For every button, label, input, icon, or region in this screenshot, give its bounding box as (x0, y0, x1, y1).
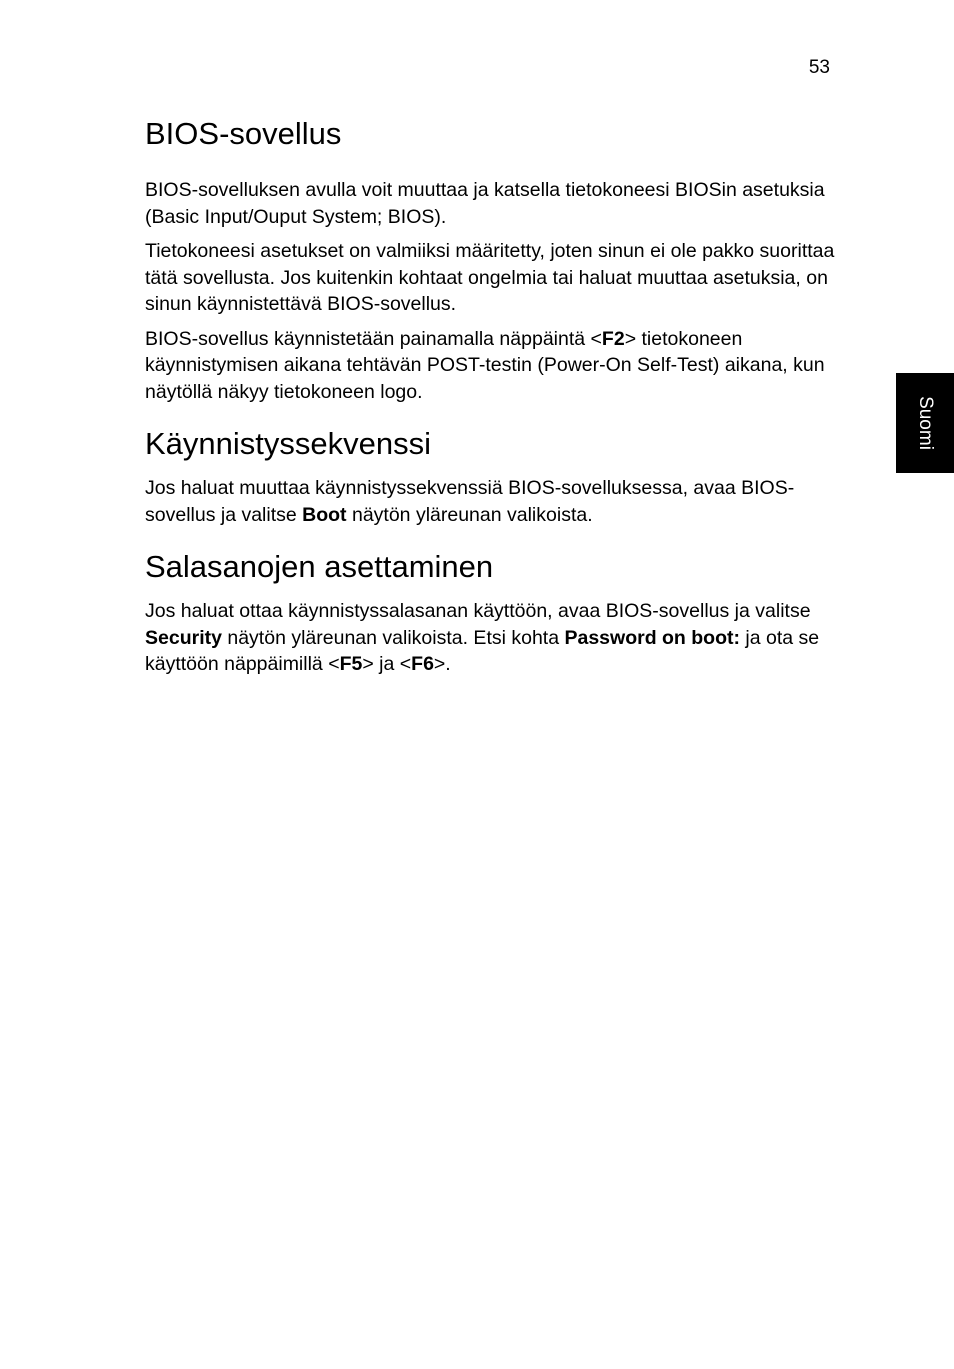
key-f5: F5 (339, 653, 363, 675)
key-f6: F6 (411, 653, 434, 675)
section-title-boot-sequence: Käynnistyssekvenssi (145, 426, 432, 461)
text-span: ja ota se käyttöön näppäimillä < (145, 626, 820, 675)
text-span: BIOS-sovellus käynnistetään painamalla näppäintä < (145, 327, 602, 350)
page-number: 53 (808, 57, 830, 78)
paragraph-boot-sequence (145, 475, 835, 528)
key-f2: F2 (601, 327, 625, 350)
text-span: näytön yläreunan valikoista. Etsi kohta (221, 626, 565, 649)
paragraph-bios-start (145, 326, 835, 406)
paragraph-bios-intro: BIOS-sovelluksen avulla voit muuttaa ja katsella tietokoneesi BIOSin asetuksia (Basic Input/Ouput System; BIOS). (145, 179, 825, 228)
text-span: > tietokoneen käynnistymisen aikana tehtävän POST-testin (Power-On Self-Test) aikana, kun näytöllä näkyy tietokoneen logo. (145, 327, 825, 403)
text-span: näytön yläreunan valikoista. (346, 503, 593, 526)
text-span: > ja < (362, 653, 412, 675)
menu-security: Security (145, 626, 222, 649)
text-span: >. (433, 653, 451, 675)
section-title-bios: BIOS-sovellus (145, 116, 342, 151)
text-span: Jos haluat ottaa käynnistyssalasanan käyttöön, avaa BIOS-sovellus ja valitse (145, 600, 811, 622)
language-side-tab (896, 373, 954, 473)
page-content (145, 114, 835, 686)
language-side-tab-label: Suomi (915, 396, 936, 450)
paragraph-passwords (145, 598, 835, 678)
text-span: Jos haluat muuttaa käynnistyssekvenssiä BIOS-sovelluksessa, avaa BIOS-sovellus ja valitse (145, 477, 795, 526)
option-password-on-boot: Password on boot: (564, 626, 740, 649)
menu-boot: Boot (302, 503, 347, 526)
section-title-passwords: Salasanojen asettaminen (145, 549, 494, 584)
paragraph-bios-settings: Tietokoneesi asetukset on valmiiksi määritetty, joten sinun ei ole pakko suorittaa tätä sovellusta. Jos kuitenkin kohtaat ongelmia tai haluat muuttaa asetuksia, on sinun käynnistettävä BIOS-sovellus. (145, 240, 835, 315)
